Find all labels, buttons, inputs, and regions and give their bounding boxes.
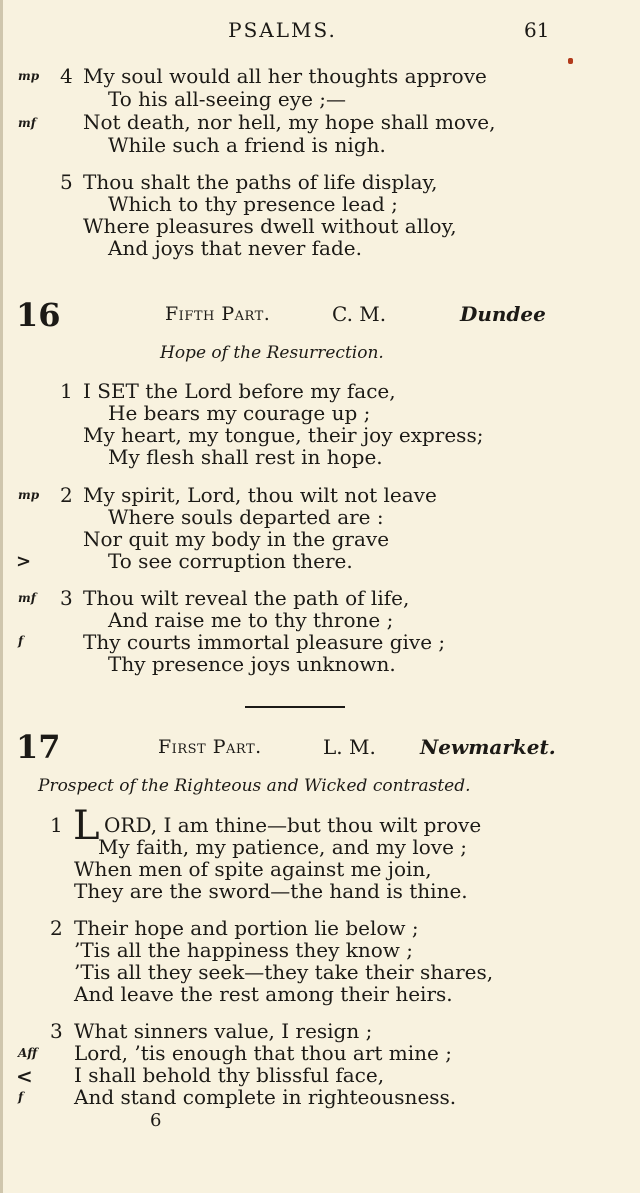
stanza-number: 3 bbox=[50, 1019, 63, 1043]
hymn-subtitle: Prospect of the Righteous and Wicked contrasted. bbox=[38, 776, 471, 796]
verse-line: While such a friend is nigh. bbox=[108, 133, 386, 157]
verse-line: To see corruption there. bbox=[108, 549, 353, 573]
verse-line: What sinners value, I resign ; bbox=[74, 1019, 373, 1043]
verse-line: Thou wilt reveal the path of life, bbox=[83, 586, 410, 610]
stanza-number: 3 bbox=[60, 586, 73, 610]
dynamic-mark: > bbox=[16, 551, 32, 572]
tune-name: Newmarket. bbox=[420, 735, 556, 759]
verse-line: My faith, my patience, and my love ; bbox=[98, 835, 467, 859]
hymn-meter: L. M. bbox=[323, 735, 376, 759]
verse-line: Lord, ’tis enough that thou art mine ; bbox=[74, 1041, 452, 1065]
verse-line: ’Tis all the happiness they know ; bbox=[74, 938, 413, 962]
hymn-subtitle: Hope of the Resurrection. bbox=[160, 343, 384, 363]
dynamic-mark: mp bbox=[18, 488, 40, 502]
signature-mark: 6 bbox=[150, 1110, 162, 1131]
verse-line: Not death, nor hell, my hope shall move, bbox=[83, 110, 496, 134]
dynamic-mark: mf bbox=[18, 116, 36, 130]
verse-line: They are the sword—the hand is thine. bbox=[74, 879, 468, 903]
stanza-number: 1 bbox=[60, 379, 73, 403]
verse-line: Thou shalt the paths of life display, bbox=[83, 170, 438, 194]
verse-line: Where pleasures dwell without alloy, bbox=[83, 214, 457, 238]
hymn-part: First Part. bbox=[158, 736, 262, 758]
verse-line: Their hope and portion lie below ; bbox=[74, 916, 419, 940]
hymn-meter: C. M. bbox=[332, 302, 387, 326]
verse-line: And stand complete in righteousness. bbox=[74, 1085, 457, 1109]
stanza-number: 2 bbox=[60, 483, 73, 507]
stanza-number: 1 bbox=[50, 813, 63, 837]
verse-line: Where souls departed are : bbox=[108, 505, 384, 529]
hymn-number: 17 bbox=[16, 728, 61, 766]
dynamic-mark: < bbox=[16, 1064, 33, 1088]
running-title: PSALMS. bbox=[228, 18, 337, 42]
stanza-number: 4 bbox=[60, 64, 73, 88]
verse-line: Thy presence joys unknown. bbox=[108, 652, 396, 676]
verse-line: And leave the rest among their heirs. bbox=[74, 982, 453, 1006]
verse-line: ’Tis all they seek—they take their shares, bbox=[74, 960, 494, 984]
stanza-number: 2 bbox=[50, 916, 63, 940]
dynamic-mark: mp bbox=[18, 69, 40, 83]
dynamic-mark: Aff bbox=[18, 1046, 38, 1060]
verse-line: He bears my courage up ; bbox=[108, 401, 371, 425]
verse-line: Which to thy presence lead ; bbox=[108, 192, 398, 216]
page-number: 61 bbox=[524, 18, 550, 42]
verse-line: When men of spite against me join, bbox=[74, 857, 432, 881]
verse-line: Thy courts immortal pleasure give ; bbox=[83, 630, 446, 654]
verse-line: My spirit, Lord, thou wilt not leave bbox=[83, 483, 437, 507]
verse-line: My soul would all her thoughts approve bbox=[83, 64, 487, 88]
verse-line: And joys that never fade. bbox=[108, 236, 362, 260]
hymn-number: 16 bbox=[16, 296, 61, 334]
dynamic-mark: f bbox=[18, 1090, 24, 1104]
drop-cap: L bbox=[73, 803, 100, 849]
verse-line: I SET the Lord before my face, bbox=[83, 379, 396, 403]
hymn-part: Fifth Part. bbox=[165, 303, 271, 325]
section-divider bbox=[245, 706, 345, 708]
verse-line: ORD, I am thine—but thou wilt prove bbox=[104, 813, 482, 837]
verse-line: My heart, my tongue, their joy express; bbox=[83, 423, 484, 447]
dynamic-mark: mf bbox=[18, 591, 36, 605]
tune-name: Dundee bbox=[460, 302, 546, 326]
verse-line: To his all-seeing eye ;— bbox=[108, 87, 346, 111]
verse-line: I shall behold thy blissful face, bbox=[74, 1063, 385, 1087]
verse-line: My flesh shall rest in hope. bbox=[108, 445, 383, 469]
verse-line: And raise me to thy throne ; bbox=[108, 608, 394, 632]
dynamic-mark: f bbox=[18, 634, 24, 648]
stanza-number: 5 bbox=[60, 170, 73, 194]
ink-speck bbox=[568, 58, 573, 64]
page-edge bbox=[0, 0, 3, 1193]
verse-line: Nor quit my body in the grave bbox=[83, 527, 390, 551]
